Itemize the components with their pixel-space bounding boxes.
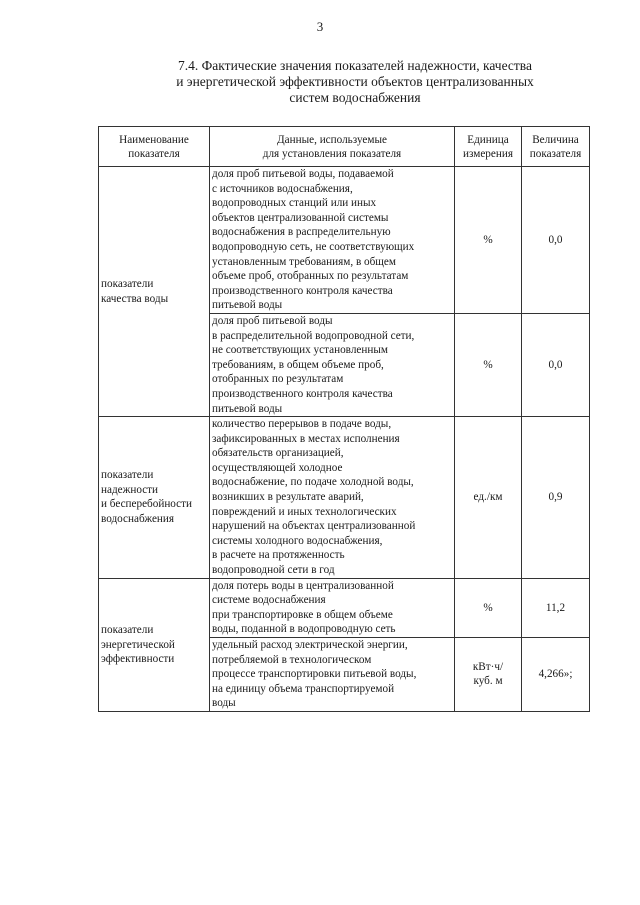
header-indicator-name bbox=[99, 127, 210, 167]
description-line: процессе транспортировки питьевой воды, bbox=[212, 668, 417, 681]
header-line: показателя bbox=[529, 147, 582, 160]
header-unit bbox=[455, 127, 522, 167]
indicator-description bbox=[210, 417, 455, 579]
section-title-line: 7.4. Фактические значения показателей надежности, качества bbox=[178, 58, 532, 73]
group-name-line: и бесперебойности bbox=[101, 498, 193, 511]
indicators-table bbox=[98, 126, 590, 712]
group-name-energy-efficiency bbox=[99, 578, 210, 711]
description-line: в расчете на протяженность bbox=[212, 549, 345, 562]
table-row bbox=[99, 578, 590, 637]
table-row bbox=[99, 167, 590, 314]
indicator-value: 11,2 bbox=[522, 578, 590, 637]
group-name-line: надежности bbox=[101, 483, 159, 496]
description-line: требованиям, в общем объеме проб, bbox=[212, 358, 384, 371]
description-line: доля проб питьевой воды bbox=[212, 314, 333, 327]
indicator-value: 0,0 bbox=[522, 313, 590, 416]
header-source-data bbox=[210, 127, 455, 167]
group-name-line: показатели bbox=[101, 623, 154, 636]
group-name-line: показатели bbox=[101, 469, 154, 482]
section-title-line: систем водоснабжения bbox=[289, 90, 421, 105]
indicator-unit bbox=[455, 578, 522, 637]
description-line: водоснабжение, по подаче холодной воды, bbox=[212, 476, 414, 489]
unit-line: кВт·ч/ bbox=[472, 660, 504, 673]
indicator-value: 4,266»; bbox=[522, 638, 590, 712]
description-line: повреждений и иных технологических bbox=[212, 505, 397, 518]
description-line: производственного контроля качества bbox=[212, 284, 393, 297]
page-number: 3 bbox=[316, 19, 324, 34]
group-name-line: качества воды bbox=[101, 292, 169, 305]
group-name-line: энергетической bbox=[101, 638, 175, 651]
indicator-unit bbox=[455, 313, 522, 416]
description-line: установленным требованиям, в общем bbox=[212, 255, 396, 268]
table-header-row bbox=[99, 127, 590, 167]
description-line: обязательств организацией, bbox=[212, 447, 344, 460]
header-line: для установления показателя bbox=[262, 147, 402, 160]
description-line: не соответствующих установленным bbox=[212, 344, 388, 357]
unit-line: % bbox=[483, 601, 493, 614]
description-line: воды bbox=[212, 697, 236, 710]
unit-line: куб. м bbox=[473, 675, 503, 688]
indicator-unit bbox=[455, 167, 522, 314]
description-line: на единицу объема транспортируемой bbox=[212, 682, 395, 695]
description-line: доля проб питьевой воды, подаваемой bbox=[212, 168, 394, 180]
description-line: удельный расход электрической энергии, bbox=[212, 639, 408, 651]
description-line: осуществляющей холодное bbox=[212, 461, 343, 474]
description-line: при транспортировке в общем объеме bbox=[212, 608, 393, 621]
section-title bbox=[120, 58, 590, 106]
description-line: количество перерывов в подаче воды, bbox=[212, 418, 392, 431]
group-name-water-quality bbox=[99, 167, 210, 417]
description-line: возникших в результате аварий, bbox=[212, 491, 364, 504]
description-line: зафиксированных в местах исполнения bbox=[212, 432, 400, 445]
description-line: системы холодного водоснабжения, bbox=[212, 534, 383, 547]
description-line: водоснабжения в распределительную bbox=[212, 226, 391, 239]
unit-line: % bbox=[483, 358, 493, 371]
description-line: доля потерь воды в централизованной bbox=[212, 579, 394, 592]
description-line: нарушений на объектах централизованной bbox=[212, 520, 416, 533]
group-name-line: водоснабжения bbox=[101, 512, 175, 525]
indicator-value: 0,9 bbox=[522, 417, 590, 579]
description-line: объеме проб, отобранных по результатам bbox=[212, 270, 409, 283]
description-line: водопроводных станций или иных bbox=[212, 197, 377, 210]
indicator-unit bbox=[455, 638, 522, 712]
header-line: Величина bbox=[532, 133, 579, 146]
table-row bbox=[99, 417, 590, 579]
description-line: водопроводную сеть, не соответствующих bbox=[212, 240, 415, 253]
group-name-line: эффективности bbox=[101, 653, 175, 666]
description-line: водопроводной сети в год bbox=[212, 564, 335, 577]
description-line: питьевой воды bbox=[212, 402, 283, 415]
description-line: потребляемой в технологическом bbox=[212, 653, 372, 666]
group-name-reliability bbox=[99, 417, 210, 579]
description-line: в распределительной водопроводной сети, bbox=[212, 329, 415, 342]
description-line: питьевой воды bbox=[212, 299, 283, 312]
header-line: измерения bbox=[463, 147, 513, 160]
indicator-unit bbox=[455, 417, 522, 579]
header-line: Наименование bbox=[119, 133, 189, 146]
description-line: отобранных по результатам bbox=[212, 373, 344, 386]
indicator-description bbox=[210, 167, 455, 314]
indicator-description bbox=[210, 313, 455, 416]
header-line: Единица bbox=[467, 133, 509, 146]
description-line: производственного контроля качества bbox=[212, 387, 393, 400]
section-title-line: и энергетической эффективности объектов централизованных bbox=[176, 74, 534, 89]
header-value bbox=[522, 127, 590, 167]
unit-line: % bbox=[483, 233, 493, 246]
header-line: Данные, используемые bbox=[277, 133, 387, 146]
indicator-value: 0,0 bbox=[522, 167, 590, 314]
description-line: воды, поданной в водопроводную сеть bbox=[212, 623, 396, 636]
indicator-description bbox=[210, 578, 455, 637]
description-line: объектов централизованной системы bbox=[212, 211, 389, 224]
description-line: системе водоснабжения bbox=[212, 594, 326, 607]
description-line: с источников водоснабжения, bbox=[212, 182, 353, 195]
group-name-line: показатели bbox=[101, 277, 154, 290]
header-line: показателя bbox=[128, 147, 180, 160]
unit-line: ед./км bbox=[473, 491, 503, 504]
indicator-description bbox=[210, 638, 455, 712]
